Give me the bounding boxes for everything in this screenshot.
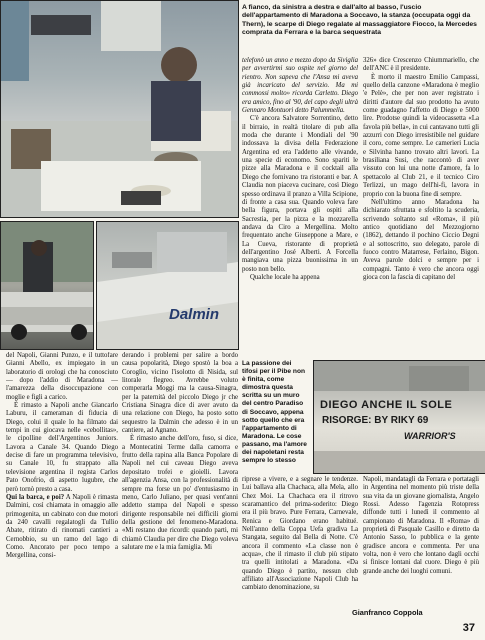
paragraph: derando i problemi per salire a bordo causa popolarità, Diego spostò la boa a Coroglio, vicino l'isolotto di Nisida, sul litorale flegreo. Avrebbe voluto comperarla Moggi ma la causa-Sinagra, per la paternità del piccolo Diego jr che Cristiana Sinagra dice di aver avuto da una relazione con Diego, ha posto sotto sequestro la Dalmin che adesso è in un cantiere, ad Agnano. [122, 352, 238, 435]
paragraph: C'è ancora Salvatore Sorrentino, detto il birraio, in realtà titolare di pub alla moda che durante i Mondiali del '90 indossava la divisa della Federazione Argentina ed era l'addetto alle vivande, una specie di economo. Sono spariti le pizze alla Maradona e il cocktail alla Diego che fornivano tra ristoranti e bar. A Claudia non piaceva cucinare, così Diego spesso ordinava il pranzo a Villa Scipione, di fronte a casa sua. Quando voleva fare bella figura, portava gli ospiti alla Sacrestia, per la pizza e la mozzarella andava da Ciro a Mergellina. Molto frequentato anche Giuseppone a Mare, e La Cueva, ristorante di proprietà dell'argentino José Alberti. A Forcella mangiava una pizza buonissima in un posto non bello. [242, 115, 358, 273]
paragraph: È rimasto a Napoli anche Giancarlo Laburu, il cameraman di fiducia di Diego, colui il quale lo ha filmato dai tempi in cui giocava nelle «cebollitas», le cipolline dell'Argentinos Juniors. Lavora a Canale 34. Quando Diego decise di fare un programma televisivo, su Canale 10, fu strappato alla televisione argentina il regista Carlos Pato Onofrio, di aspetto lugubre, che però tornò presto a casa. [6, 402, 118, 493]
column-1-bottom [6, 352, 118, 634]
graffiti-line-3: WARRIOR'S [404, 431, 456, 441]
paragraph: telefonò un anno e mezzo dopo da Siviglia per avvertirmi suo ospite nel giorno del rientro. Non sapeva che l'Ansa mi aveva già incaricato del servizio. Ma mi commossi molto» ricorda Carletto. Diego era amico, fino al '90, del capo degli ultrà Gennaro Montuori detto Palummella. [242, 57, 358, 115]
paragraph: riprese a vivere, e a segnare le tendenze. Lui ballava alla Chachaca, alla Mela, allo Chez Moi. La Chachaca era il ritrovo scaramantico del prima-soderito: Diego era il più bravo. Pure Ferrara, Carnevale, Renica e Giordano erano habitué. Nell'anno della Coppa Uefa gradiva La Stangata, seguito dal Bella di Notte. C'è ancora il commento «La classe non è acqua», che il rimasto il club più stipato tra quelli intitolati a Maradona. «Da quando Diego è partito, nessun club affiliato all'Associazione Napoli Club ha cambiato denominazione, su [242, 476, 358, 592]
boat-name: Dalmin [169, 306, 220, 323]
boat-scene [97, 222, 238, 349]
section-lead: Qui la barca, e poi? [6, 493, 65, 501]
graffiti-line-1: DIEGO ANCHE IL SOLE [320, 399, 453, 411]
pullquote: La passione dei tifosi per il Pibe non è finita, come dimostra questa scritta su un muro del centro Paradiso di Soccavo, appena sotto quello che era l'appartamento di Maradona. Le cose passano, ma l'amore dei napoletani resta sempre lo stesso [242, 360, 307, 465]
paragraph: del Napoli, Gianni Punzo, e il tuttofare Gianni Abello, ex impiegato in un laboratorio di orologi che ha conosciuto — dopo l'addio di Maradona — l'amarezza della disoccupazione con moglie e figli a carico. [6, 352, 118, 401]
column-right-top [363, 57, 479, 357]
car-scene [1, 222, 93, 349]
graffiti-line-2: RISORGE: BY RIKY 69 [322, 415, 429, 426]
paragraph: A Napoli è rimasta Dalmini, così chiamata in omaggio alle primogenita, un cabinato con due motori da 240 cavalli regalatogli da Tullio Abate, ritirato di rinomati cantieri a Cernobbio, su un ramo del lago di Como. Ancorato per poco tempo a Mergellina, consi- [6, 493, 118, 560]
column-2-bottom [122, 352, 238, 634]
column-middle-top [242, 57, 358, 357]
column-4-bottom [363, 476, 479, 608]
paragraph: Qualche locale ha appena [250, 273, 320, 281]
photo-room [0, 0, 239, 218]
author-byline: Gianfranco Coppola [352, 608, 423, 617]
photo-mercedes [0, 221, 94, 350]
paragraph: Napoli, mandatagli da Ferrara e portatagli in Argentina nel momento più triste della sua vita da un giovane giornalista, Angelo Rossi. Adesso l'agenzia Rotopress diffonde tutti i lunedì il commento al campionato di Maradona. Il «Roma» di proprietà di Pasquale Casillo e diretto da Antonio Sasso, lo pubblica e la gente gradisce ancora e commenta. Per una volta, non è vero che lontano dagli occhi si finisce lontani dal cuore. Diego è più grande anche dei luoghi comuni. [363, 476, 479, 575]
room-scene [1, 1, 238, 217]
photo-graffiti-wall [313, 360, 485, 474]
paragraph: È rimasto anche dell'oro, fuso, si dice, a Montecatini Terme dalla camorra e frutto della rapina alla Banca Popolare di Napoli nel cui caveau Diego aveva depositato trofei e gioielli. Lavora all'agenzia Ansa, con la professionalità di sempre ma forse un po' d'entusiasmo in meno, Carlo Juliano, per quasi vent'anni addetto stampa del Napoli e spesso dirigente responsabile nei difficili giorni della gestione del fenomeno-Maradona. «Mi restano due ricordi: quando parti, mi chiamò Claudia per dire che Diego voleva salutare me e la mia famiglia. Mi [122, 435, 238, 551]
column-3-bottom [242, 476, 358, 634]
paragraph: Nell'ultimo anno Maradona ha dichiarato sfruttata e sfoltito la scuderia, scrivendo soltanto sul «Roma», il più antico quotidiano del Mezzogiorno (1862), dettando il pochino Ciccio Degni e al sottoscritto, suo delegato, parole di fuoco contro Matarrese, Ferlaino, Bigon. Aveva parole dolci e sempre per i compagni. Tanto è vero che ancora oggi gioca con la fascia di capitano del [363, 198, 479, 281]
page-number: 37 [462, 622, 475, 634]
paragraph: 326» dice Crescenzo Chiummariello, che dell'ANC è il presidente. [363, 57, 479, 73]
paragraph: È morto il maestro Emilio Campassi, quello della canzone «Maradona è meglio 'e Pelè», che per non aver registrato i diritti d'autore dal suo prodotto ha avuto come guadagno l'affetto di Diego e 5000 lire. Prodotse quindi la videocassetta «La favola più bella», in cui cantavano tutti gli azzurri con Diego irresistibile nel guidare il coro, come sempre. Le camerieri Lucia e Silvinha hanno trovato altri lavori. La brasiliana Susi, che raccontò di aver vissuto con lui una notte d'amore, fa lo spettacolo al Club 21, e il tecnico Ciro Terlizzi, un mago dell'hi-fi, lavora in proprio con la buona fine di sempre. [363, 73, 479, 198]
caption-top: A fianco, da sinistra a destra e dall'alto al basso, l'uscio dell'appartamento di Maradona a Soccavo, la stanza (occupata oggi da Thern), le scarpe di Diego regalate al massaggiatore Fiocco, la Mercedes comprata da Ferrara e la barca sequestrata [242, 4, 477, 37]
photo-boat [96, 221, 239, 350]
